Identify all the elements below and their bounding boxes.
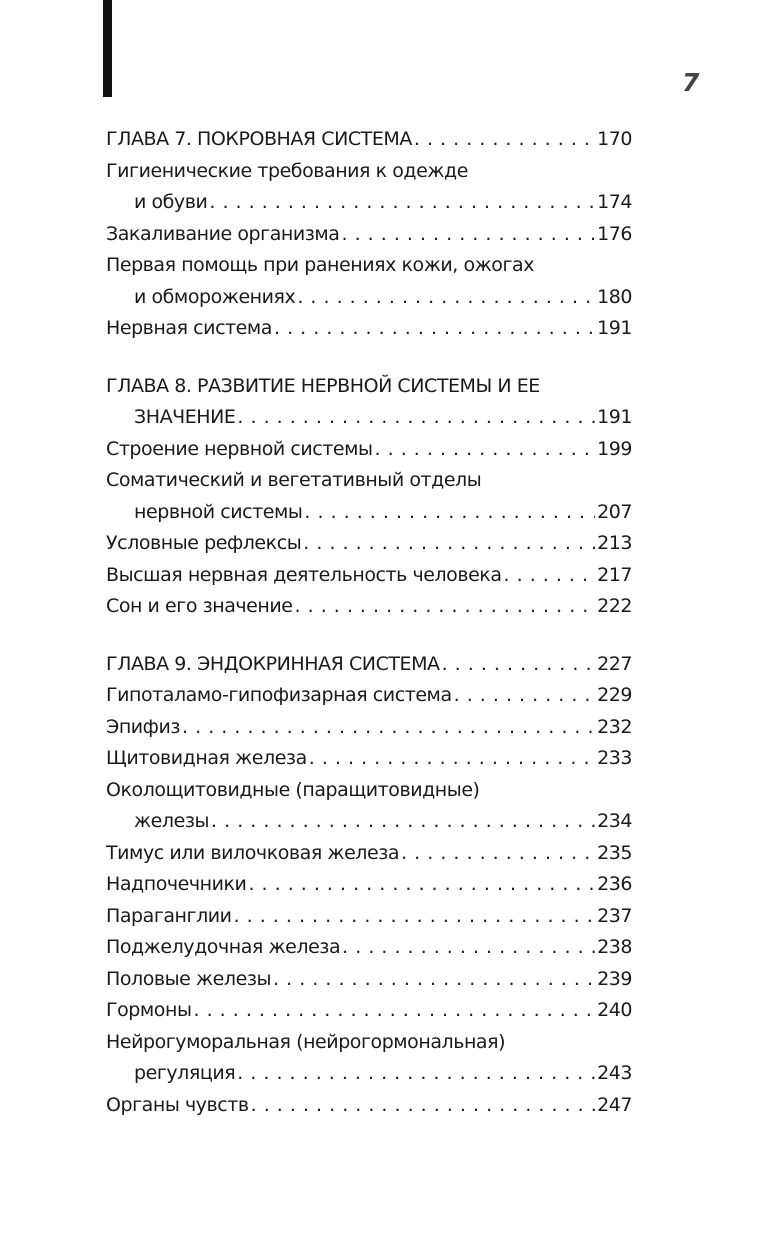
toc-entry-label: ГЛАВА 9. ЭНДОКРИННАЯ СИСТЕМА [106, 652, 440, 675]
dot-leader [414, 124, 595, 156]
toc-entry-page: 180 [597, 285, 632, 308]
dot-leader [274, 313, 595, 345]
toc-entry [106, 434, 632, 466]
toc-entry [106, 1090, 632, 1122]
toc-entry [106, 313, 632, 345]
toc-entry [106, 901, 632, 933]
toc-entry-label: Надпочечники [106, 873, 247, 895]
toc-section [106, 649, 632, 1122]
toc-entry [106, 250, 632, 313]
toc-entry [106, 371, 632, 434]
dot-leader [303, 528, 595, 560]
toc-entry-row [106, 649, 632, 681]
toc-entry-page: 170 [597, 128, 632, 150]
toc-entry-label: Половые железы [106, 967, 272, 990]
dot-leader [295, 591, 596, 623]
toc-entry-label: регуляция [134, 1062, 236, 1084]
toc-entry-line: Нейрогуморальная (нейрогормональная) [106, 1030, 506, 1053]
toc-entry [106, 649, 632, 681]
toc-entry-row [106, 901, 632, 933]
toc-entry-line: Гигиенические требования к одежде [106, 159, 468, 182]
toc-entry-row [106, 932, 632, 964]
dot-leader [442, 649, 595, 681]
toc-entry-row [106, 680, 632, 712]
toc-entry-label: Органы чувств [106, 1093, 249, 1116]
dot-leader [504, 560, 596, 592]
toc-entry-row [106, 1090, 632, 1122]
toc-entry-page: 236 [597, 873, 632, 895]
toc-entry-row [106, 124, 632, 156]
toc-entry-row [106, 560, 632, 592]
toc-entry-row [106, 497, 632, 529]
dot-leader [454, 680, 595, 712]
dot-leader [304, 497, 595, 529]
toc-entry-row [106, 806, 632, 838]
dot-leader [251, 1090, 595, 1122]
toc-entry-row [106, 313, 632, 345]
toc-entry [106, 528, 632, 560]
toc-entry-page: 191 [597, 406, 632, 428]
toc-entry-label: Поджелудочная железа [106, 936, 341, 958]
toc-entry-row [106, 743, 632, 775]
toc-entry-row [106, 1058, 632, 1090]
toc-entry-line: Первая помощь при ранениях кожи, ожогах [106, 254, 534, 276]
toc-entry-row [106, 964, 632, 996]
toc-entry-label: ЗНАЧЕНИЕ [134, 406, 236, 428]
toc-entry-line: ГЛАВА 8. РАЗВИТИЕ НЕРВНОЙ СИСТЕМЫ И ЕЕ [106, 374, 540, 397]
toc-entry-page: 239 [597, 967, 632, 990]
toc-entry [106, 838, 632, 870]
toc-entry-row [106, 402, 632, 434]
toc-entry-row [106, 282, 632, 314]
toc-entry-page: 191 [597, 317, 632, 339]
toc-entry-page: 243 [597, 1062, 632, 1084]
toc-entry-page: 199 [597, 437, 632, 460]
toc-entry-row [106, 712, 632, 744]
toc-entry-page: 217 [597, 563, 632, 586]
toc-entry-label: Закаливание организма [106, 222, 340, 245]
toc-entry-label: Гормоны [106, 999, 192, 1021]
toc-entry-label: железы [134, 810, 210, 832]
toc-entry-label: Сон и его значение [106, 595, 293, 617]
dot-leader [401, 838, 595, 870]
dot-leader [297, 282, 595, 314]
toc-entry-label: Строение нервной системы [106, 437, 373, 460]
toc-entry-label: Эпифиз [106, 715, 181, 738]
toc-entry [106, 964, 632, 996]
toc-entry-row [106, 869, 632, 901]
toc-entry [106, 932, 632, 964]
toc-entry-page: 237 [597, 904, 632, 927]
dot-leader [237, 1058, 595, 1090]
dot-leader [248, 869, 595, 901]
toc-entry-label: Нервная система [106, 317, 272, 339]
page-edge-bar [103, 0, 112, 97]
toc-entry-label: ГЛАВА 7. ПОКРОВНАЯ СИСТЕМА [106, 128, 412, 150]
toc-entry-row [106, 219, 632, 251]
toc-entry-row [106, 838, 632, 870]
toc-entry-page: 222 [597, 595, 632, 617]
toc-entry-page: 232 [597, 715, 632, 738]
dot-leader [237, 402, 595, 434]
toc-entry-page: 227 [597, 652, 632, 675]
toc-entry-page: 233 [597, 747, 632, 769]
toc-entry-page: 238 [597, 936, 632, 958]
toc-entry-label: и обуви [134, 191, 208, 213]
toc-entry [106, 591, 632, 623]
dot-leader [182, 712, 595, 744]
toc-entry-label: Высшая нервная деятельность человека [106, 563, 502, 586]
toc-entry [106, 1027, 632, 1090]
dot-leader [342, 932, 595, 964]
toc-entry [106, 156, 632, 219]
toc-entry-label: Щитовидная железа [106, 747, 307, 769]
toc-entry-page: 247 [597, 1093, 632, 1116]
toc-entry-label: Условные рефлексы [106, 532, 302, 554]
dot-leader [211, 806, 595, 838]
toc-entry-page: 174 [597, 191, 632, 213]
toc-entry-label: Гипоталамо-гипофизарная система [106, 684, 452, 706]
toc-entry-page: 213 [597, 532, 632, 554]
toc-entry [106, 680, 632, 712]
dot-leader [194, 995, 596, 1027]
toc-entry [106, 124, 632, 156]
dot-leader [234, 901, 596, 933]
toc-entry [106, 743, 632, 775]
toc-entry [106, 219, 632, 251]
toc-entry-page: 235 [597, 841, 632, 864]
toc-entry [106, 465, 632, 528]
toc-entry-label: и обморожениях [134, 285, 296, 308]
dot-leader [273, 964, 595, 996]
dot-leader [209, 187, 595, 219]
page-number: 7 [682, 68, 700, 97]
toc-entry-row [106, 528, 632, 560]
toc-section [106, 124, 632, 345]
toc-entry-row [106, 591, 632, 623]
toc-entry [106, 869, 632, 901]
toc-entry-line: Соматический и вегетативный отделы [106, 469, 482, 491]
dot-leader [375, 434, 596, 466]
dot-leader [309, 743, 595, 775]
toc-entry [106, 712, 632, 744]
toc-entry-label: Тимус или вилочковая железа [106, 841, 400, 864]
toc-entry-label: Параганглии [106, 904, 232, 927]
toc-entry [106, 775, 632, 838]
toc-entry-label: нервной системы [134, 500, 303, 523]
toc-entry-row [106, 434, 632, 466]
toc-entry-row [106, 187, 632, 219]
table-of-contents [106, 124, 632, 1121]
toc-section [106, 371, 632, 623]
toc-entry [106, 560, 632, 592]
toc-entry-line: Околощитовидные (паращитовидные) [106, 778, 480, 801]
toc-entry-page: 176 [597, 222, 632, 245]
toc-entry-page: 207 [597, 500, 632, 523]
toc-entry-page: 234 [597, 810, 632, 832]
toc-entry-page: 240 [597, 999, 632, 1021]
toc-entry-page: 229 [597, 684, 632, 706]
toc-entry-row [106, 995, 632, 1027]
dot-leader [342, 219, 596, 251]
toc-entry [106, 995, 632, 1027]
